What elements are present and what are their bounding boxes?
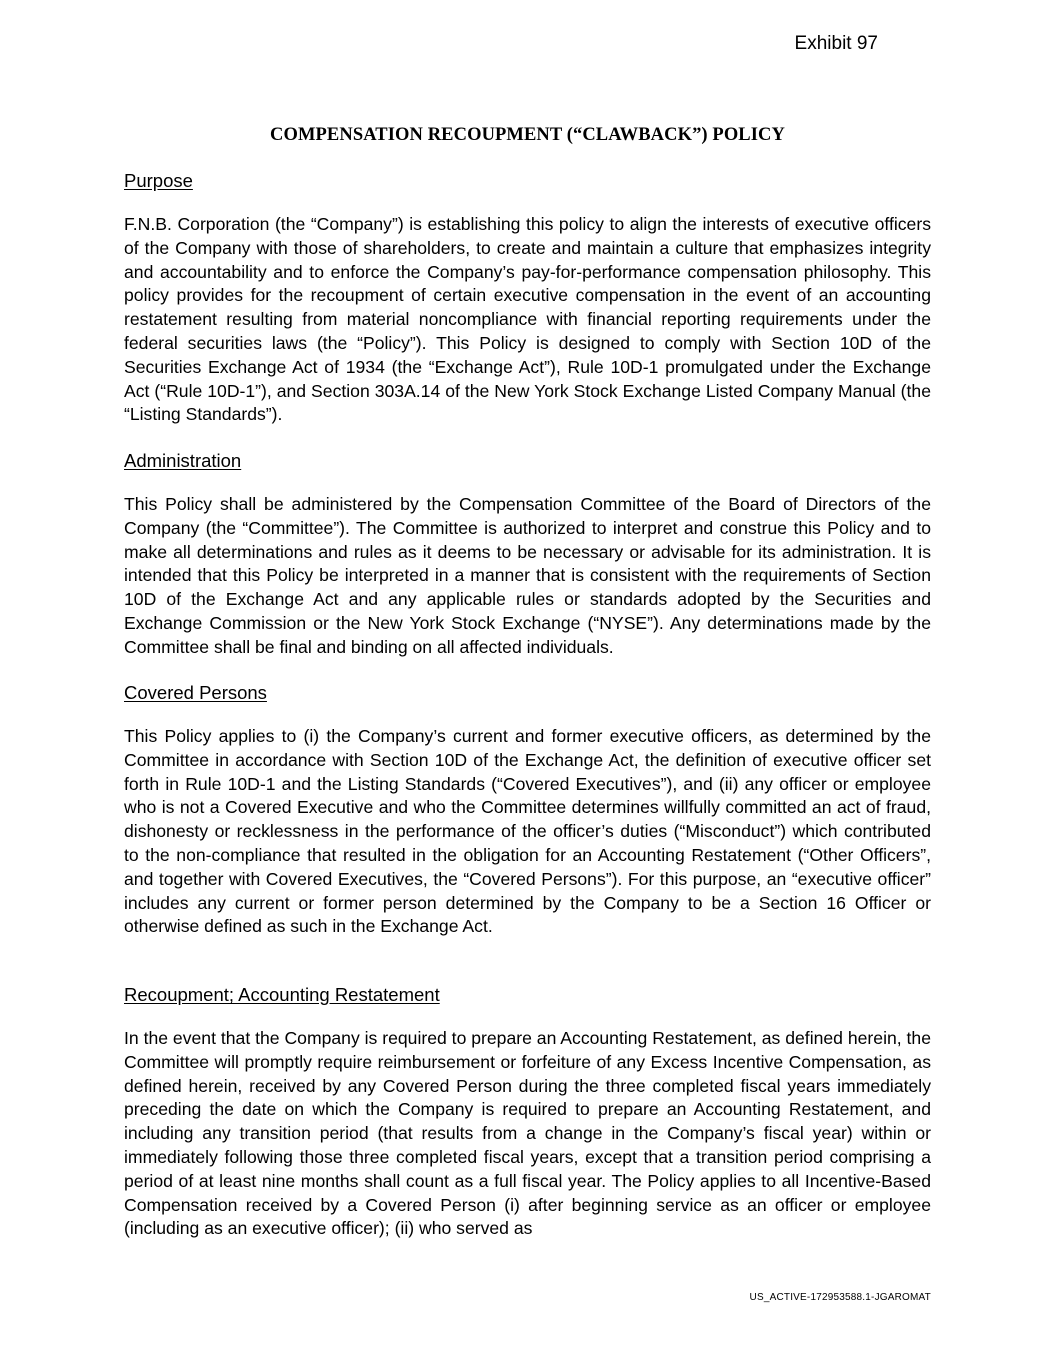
exhibit-label: Exhibit 97 [794,33,878,54]
document-title: COMPENSATION RECOUPMENT (“CLAWBACK”) POLICY [270,125,785,145]
section-heading-covered-persons: Covered Persons [124,682,267,703]
section-body-purpose: F.N.B. Corporation (the “Company”) is establishing this policy to align the interests of executive officers of the Company with those of shareholders, to create and maintain a culture that emphasizes integrity and accountability and to enforce the Company’s pay-for-performance compensation philosophy. This policy provides for the recoupment of certain executive compensation in the event of an accounting restatement resulting from material noncompliance with financial reporting requirements under the federal securities laws (the “Policy”). This Policy is designed to comply with Section 10D of the Securities Exchange Act of 1934 (the “Exchange Act”), Rule 10D-1 promulgated under the Exchange Act (“Rule 10D-1”), and Section 303A.14 of the New York Stock Exchange Listed Company Manual (the “Listing Standards”). [124,214,931,425]
section-heading-administration: Administration [124,450,242,471]
section-heading-recoupment: Recoupment; Accounting Restatement [124,984,440,1005]
section-body-administration: This Policy shall be administered by the Compensation Committee of the Board of Directors of the Company (the “Committee”). The Committee is authorized to interpret and construe this Policy and to make all determinations and rules as it deems to be necessary or advisable for its administration. It is intended that this Policy be interpreted in a manner that is consistent with the requirements of Section 10D of the Exchange Act and any applicable rules or standards adopted by the Securities and Exchange Commission or the New York Stock Exchange (“NYSE”). Any determinations made by the Committee shall be final and binding on all affected individuals. [124,494,931,657]
section-body-recoupment: In the event that the Company is required to prepare an Accounting Restatement, as defined herein, the Committee will promptly require reimbursement or forfeiture of any Excess Incentive Compensation, as defined herein, received by any Covered Person during the three completed fiscal years immediately preceding the date on which the Company is required to prepare an Accounting Restatement, and including any transition period (that results from a change in the Company’s fiscal year) within or immediately following those three completed fiscal years, except that a transition period comprising a period of at least nine months shall count as a full fiscal year. The Policy applies to all Incentive-Based Compensation received by a Covered Person (i) after beginning service as an officer or employee (including as an executive officer); (ii) who served as [124,1028,931,1239]
section-body-covered-persons: This Policy applies to (i) the Company’s current and former executive officers, as determined by the Committee in accordance with Section 10D of the Exchange Act, the definition of executive officer set forth in Rule 10D-1 and the Listing Standards (“Covered Executives”), and (ii) any officer or employee who is not a Covered Executive and who the Committee determines willfully committed an act of fraud, dishonesty or recklessness in the performance of the officer’s duties (“Misconduct”) which contributed to the non-compliance that resulted in the obligation for an Accounting Restatement (“Other Officers”, and together with Covered Executives, the “Covered Persons”). For this purpose, an “executive officer” includes any current or former person determined by the Company to be a Section 16 Officer or otherwise defined as such in the Exchange Act. [124,726,931,937]
document-id-footer: US_ACTIVE-172953588.1-JGAROMAT [749,1292,931,1303]
section-heading-purpose: Purpose [124,170,193,191]
